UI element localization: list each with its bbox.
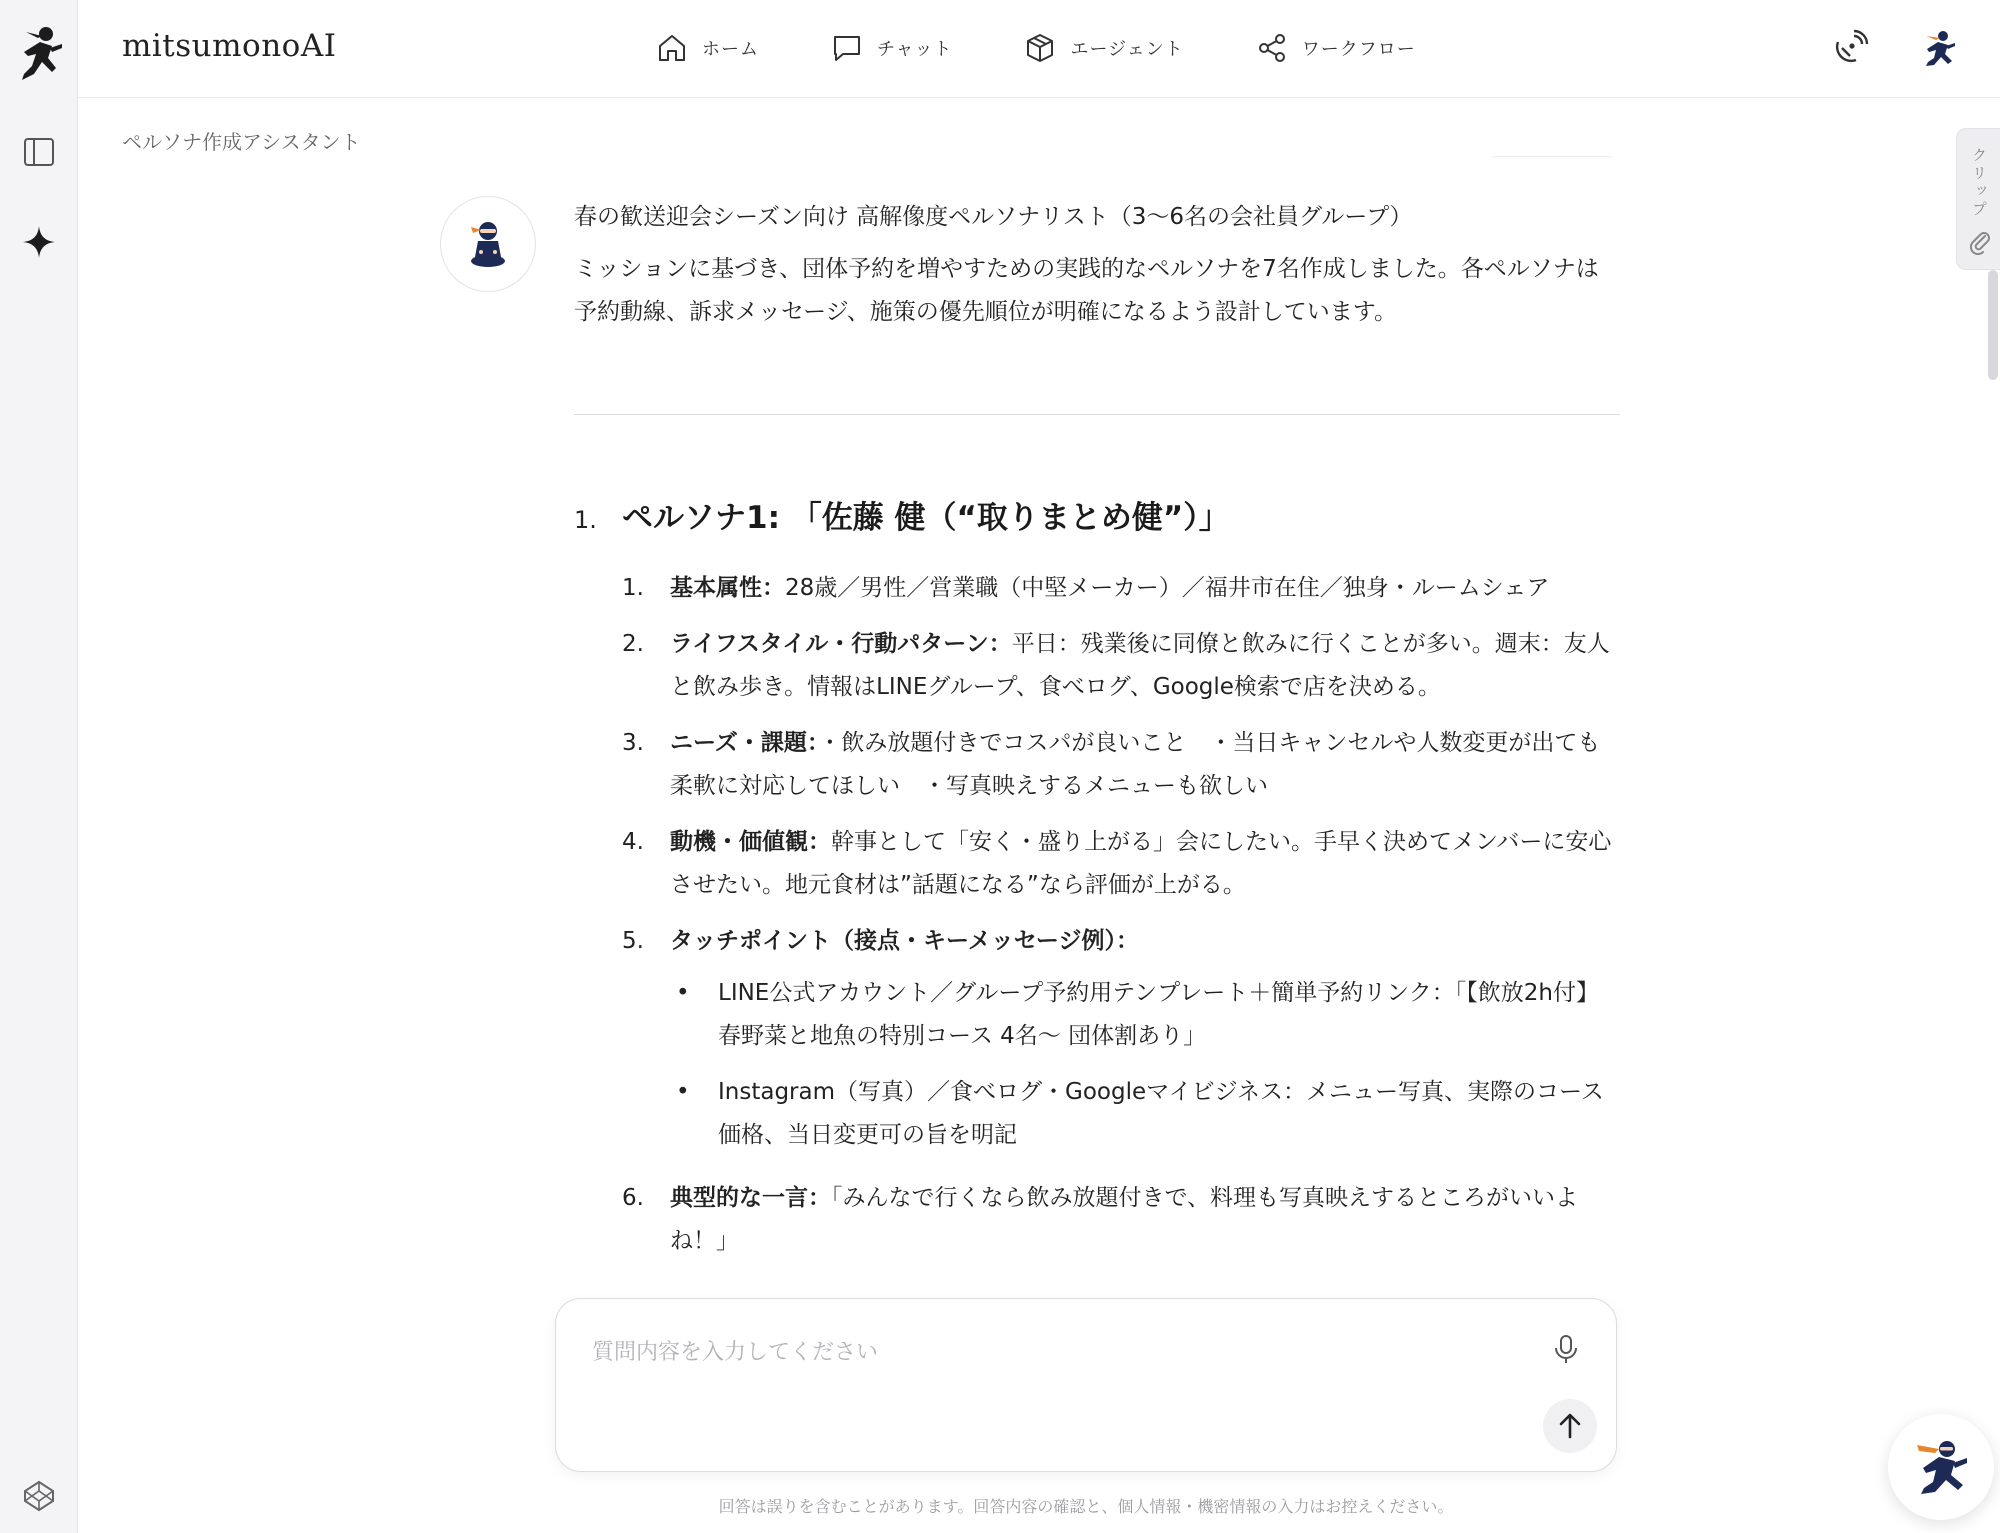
brand-name[interactable]: mitsumonoAI — [122, 28, 337, 64]
list-item-label: 典型的な一言 — [670, 1185, 808, 1211]
list-item-label: タッチポイント（接点・キーメッセージ例） — [670, 928, 1116, 954]
paperclip-icon — [1967, 229, 1993, 255]
assistant-avatar — [440, 196, 536, 292]
codepen-button[interactable] — [19, 1476, 59, 1516]
sparkle-button[interactable] — [19, 222, 59, 262]
list-item — [622, 920, 1620, 963]
list-item-text — [670, 567, 1620, 610]
chat-icon — [831, 32, 863, 64]
list-item-number: 2. — [622, 631, 644, 657]
clip-tab[interactable] — [1956, 128, 2000, 270]
nav-item-workflow[interactable] — [1256, 26, 1416, 70]
clip-tab-label: クリップ — [1970, 147, 1988, 219]
persona-title: ペルソナ1: 「佐藤 健（“取りまとめ健”）」 — [622, 500, 1230, 536]
touchpoint-bullet-list — [670, 972, 1620, 1157]
list-item-number: 1. — [622, 575, 644, 601]
mic-button[interactable] — [1546, 1329, 1586, 1369]
list-item-separator: ： — [806, 730, 819, 756]
scrollbar-thumb[interactable] — [1988, 270, 1998, 380]
list-item-label: 動機・価値観 — [670, 829, 808, 855]
list-item-text — [670, 920, 1620, 963]
bullet-dot: • — [676, 1079, 690, 1105]
microphone-icon — [1550, 1333, 1582, 1365]
list-item-body: ・飲み放題付きでコスパが良いこと ・当日キャンセルや人数変更が出ても柔軟に対応してほしい ・写真映えするメニューも欲しい — [670, 730, 1601, 799]
persona-number: 1. — [574, 506, 597, 534]
ninja-avatar-icon — [1918, 28, 1958, 68]
message-intro-title: 春の歓送迎会シーズン向け 高解像度ペルソナリスト（3〜6名の会社員グループ） — [574, 204, 1413, 230]
nav-item-label: チャット — [877, 39, 953, 60]
list-item-text — [670, 821, 1620, 907]
persona-heading — [574, 492, 1620, 537]
disclaimer-text: 回答は誤りを含むことがあります。回答内容の確認と、個人情報・機密情報の入力はお控えください。 — [718, 1497, 1454, 1516]
bullet-text: Instagram（写真）／食べログ・Googleマイビジネス：メニュー写真、実際のコース価格、当日変更可の旨を明記 — [718, 1079, 1604, 1148]
list-item — [670, 1071, 1620, 1157]
list-item — [622, 722, 1620, 808]
persona-attribute-list — [622, 567, 1620, 1263]
top-header — [78, 0, 2000, 98]
divider — [1492, 156, 1612, 157]
list-item-label: ライフスタイル・行動パターン — [670, 631, 989, 657]
list-item-separator: ： — [762, 575, 785, 601]
list-item-text — [670, 1177, 1620, 1263]
list-item-number: 5. — [622, 928, 644, 954]
nav-item-home[interactable] — [656, 26, 759, 70]
share-icon — [1256, 32, 1288, 64]
nav-item-label: ワークフロー — [1301, 39, 1416, 60]
user-avatar[interactable] — [1918, 28, 1958, 68]
ninja-mascot-icon — [1909, 1435, 1973, 1499]
list-item-body: 幹事として「安く・盛り上がる」会にしたい。手早く決めてメンバーに安心させたい。地元食材は”話題になる”なら評価が上がる。 — [670, 829, 1612, 898]
list-item-separator: ： — [988, 631, 1012, 657]
codepen-cube-icon — [21, 1478, 57, 1514]
list-item-label: ニーズ・課題 — [670, 730, 807, 756]
breadcrumb: ペルソナ作成アシスタント — [122, 130, 361, 154]
arrow-up-icon — [1554, 1410, 1586, 1442]
list-item-label: 基本属性 — [670, 575, 762, 601]
broadcast-button[interactable] — [1830, 28, 1870, 68]
list-item-number: 6. — [622, 1185, 644, 1211]
list-item-separator: ： — [808, 1185, 831, 1211]
main-nav — [656, 26, 1488, 70]
list-item-separator: ： — [1115, 928, 1139, 954]
assistant-fab-button[interactable] — [1888, 1414, 1994, 1520]
list-item-text — [670, 722, 1620, 808]
ninja-logo-icon[interactable] — [12, 24, 66, 84]
question-input[interactable] — [592, 1335, 1492, 1395]
list-item — [670, 972, 1620, 1058]
list-item-body: 平日：残業後に同僚と飲みに行くことが多い。週末：友人と飲み歩き。情報はLINEグループ、食べログ、Google検索で店を決める。 — [670, 631, 1610, 700]
list-item — [622, 623, 1620, 709]
list-item-text — [670, 623, 1620, 709]
list-item-separator: ： — [808, 829, 831, 855]
nav-item-chat[interactable] — [831, 26, 952, 70]
list-item-body: 28歳／男性／営業職（中堅メーカー）／福井市在住／独身・ルームシェア — [785, 575, 1550, 601]
nav-item-agent[interactable] — [1024, 26, 1183, 70]
sparkle-icon — [21, 224, 57, 260]
list-item-body: 「みんなで行くなら飲み放題付きで、料理も写真映えするところがいいよね！」 — [670, 1185, 1579, 1254]
list-item — [622, 567, 1620, 610]
bullet-dot: • — [676, 980, 690, 1006]
cube-icon — [1024, 32, 1056, 64]
meditating-ninja-icon — [461, 217, 515, 271]
message-composer — [555, 1298, 1617, 1472]
send-button[interactable] — [1543, 1399, 1597, 1453]
persona-section — [574, 492, 1620, 1276]
list-item — [622, 821, 1620, 907]
assistant-message — [574, 196, 1620, 334]
sidebar-toggle-button[interactable] — [19, 132, 59, 172]
divider — [574, 414, 1620, 415]
sidebar-panel-icon — [21, 134, 57, 170]
nav-item-label: エージェント — [1070, 39, 1184, 60]
bullet-text: LINE公式アカウント／グループ予約用テンプレート＋簡単予約リンク：「【飲放2h付】春野菜と地魚の特別コース 4名〜 団体割あり」 — [718, 980, 1599, 1049]
home-icon — [656, 32, 688, 64]
left-rail — [0, 0, 78, 1533]
list-item-number: 4. — [622, 829, 644, 855]
message-intro-body: ミッションに基づき、団体予約を増やすための実践的なペルソナを7名作成しました。各ペルソナは予約動線、訴求メッセージ、施策の優先順位が明確になるよう設計しています。 — [574, 256, 1599, 325]
list-item-number: 3. — [622, 730, 644, 756]
nav-item-label: ホーム — [702, 39, 759, 60]
list-item — [622, 1177, 1620, 1263]
satellite-dish-icon — [1830, 28, 1870, 68]
